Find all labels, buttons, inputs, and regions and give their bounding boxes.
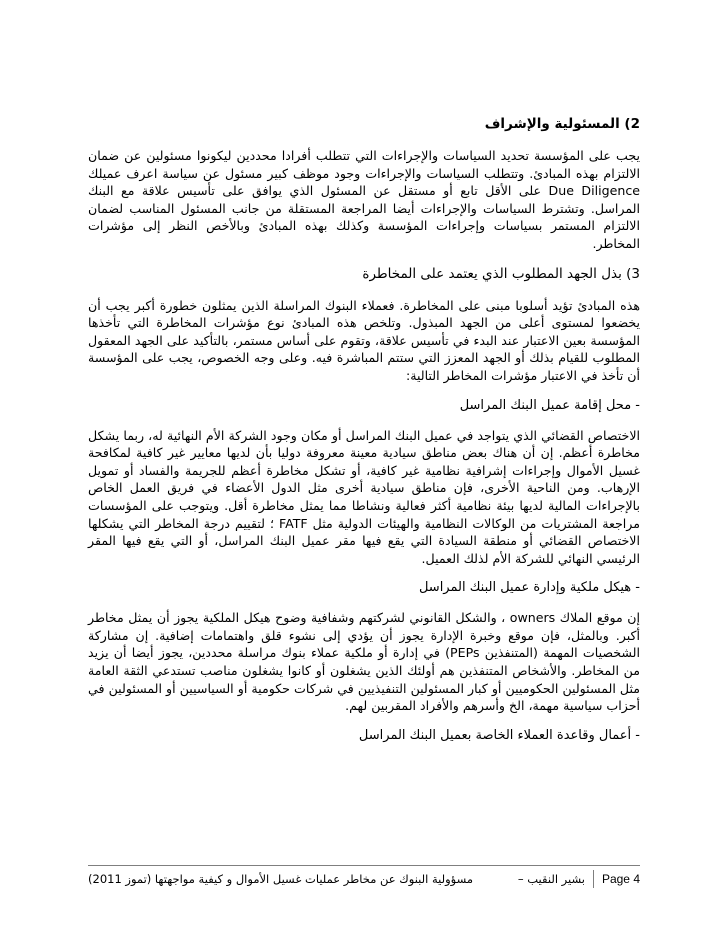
page-number: Page 4 [593,870,640,888]
paragraph-responsibility: يجب على المؤسسة تحديد السياسات والإجراءات التي تتطلب أفرادا محددين ليكونوا مسئولين عن ضمان الالتزام بهذه المبادئ. وتتطلب السياسات والإجراءات وجود موظف كبير مسئول عن سياسة اعرف عميلك Due Diligence على الأقل تابع أو مستقل عن المسئول الذي يوافق على تأسيس علاقة مع البنك المراسل. وتشترط السياسات والإجراءات أيضا المراجعة المستقلة من جانب المسئول المناسب لضمان الالتزام المستمر بسياسات وإجراءات المؤسسة وكذلك بهذه المبادئ وبالأخص النظر إلى مؤشرات المخاطر. [88,148,640,251]
subheading-business-base: - أعمال وقاعدة العملاء الخاصة بعميل البنك المراسل [358,727,640,743]
footer-divider [88,865,640,866]
paragraph-domicile: الاختصاص القضائي الذي يتواجد في عميل البنك المراسل أو مكان وجود الشركة الأم النهائية له، ربما يشكل مخاطرة أعظم. إن أن هناك بعض مناطق سيادية معينة معروفة دوليا بأن لديها معايير غير كافية لمكافحة غسيل الأموال وإجراءات إشرافية نظامية غير كافية، أو تشكل مخاطرة أعظم للجريمة والفساد أو تمويل الإرهاب. ومن الناحية الأخرى، فإن مناطق سيادية أخرى مثل الدول الأعضاء في فريق العمل الخاص بالإجراءات المالية لديها بيئة نظامية أكثر فعالية ونشاطا مما يمثل مخاطرة أقل. ويتوجب على المؤسسات مراجعة المشتريات من الوكالات النظامية والهيئات الدولية مثل FATF ؛ لتقييم درجة المخاطر التي يشكلها الاختصاص القضائي أو منطقة السيادة التي يقع فيها مقر عميل البنك المراسل، أو التي يقع فيها المقر الرئيسي النهائي للشركة الأم لذلك العميل. [88,427,641,566]
section-heading-responsibility: 2) المسئولية والإشراف [484,116,640,132]
footer-document-title: مسؤولية البنوك عن مخاطر عمليات غسيل الأموال و كيفية مواجهتها (تموز 2011) [88,872,474,886]
subheading-ownership: - هيكل ملكية وإدارة عميل البنك المراسل [418,580,640,596]
paragraph-ownership: إن موقع الملاك owners ، والشكل القانوني لشركتهم وشفافية وضوح هيكل الملكية يجوز أن يمثل مخاطر أكبر. وبالمثل، فإن موقع وخبرة الإدارة يجوز أن يؤدي إلى نشوء قلق واهتمامات إضافية. إن مشاركة الشخصيات المهمة (المتنفذين PEPs) في إدارة أو ملكية عملاء بنوك مراسلة محددين، يجوز أيضا أن يزيد من المخاطر. والأشخاص المتنفذين هم أولئك الذين يشغلون أو كانوا يشغلون مناصب تستدعي الثقة العامة مثل المسئولين الحكوميين أو كبار المسئولين التنفيذيين في شركات حكومية أو السياسيين أو المسئولين في أحزاب سياسية مهمة، الخ وأسرهم والأفراد المقربين لهم. [88,610,641,714]
page-footer [88,870,640,888]
section-heading-risk-based: 3) بذل الجهد المطلوب الذي يعتمد على المخاطرة [362,265,640,282]
paragraph-risk-based: هذه المبادئ تؤيد أسلوبا مبنى على المخاطرة. فعملاء البنوك المراسلة الذين يمثلون خطورة أكبر يجب أن يخضعوا لمستوى أعلى من الجهد المبذول. وتلخص هذه المبادئ نوع مؤشرات المخاطرة التي تأخذها المؤسسة بعين الاعتبار عند البدء في تأسيس علاقة، وتقوم على أساس مستمر، بالتأكيد على الجهد المعقول المطلوب للقيام بذلك أو الجهد المعزز التي ستتم المباشرة فيه. وعلى وجه الخصوص، يجب على المؤسسة أن تأخذ في الاعتبار مؤشرات المخاطر التالية: [88,297,640,383]
document-body [88,115,640,757]
subheading-domicile: - محل إقامة عميل البنك المراسل [459,397,640,413]
footer-right-group [518,870,640,888]
footer-author: بشير النقيب – [517,872,585,886]
